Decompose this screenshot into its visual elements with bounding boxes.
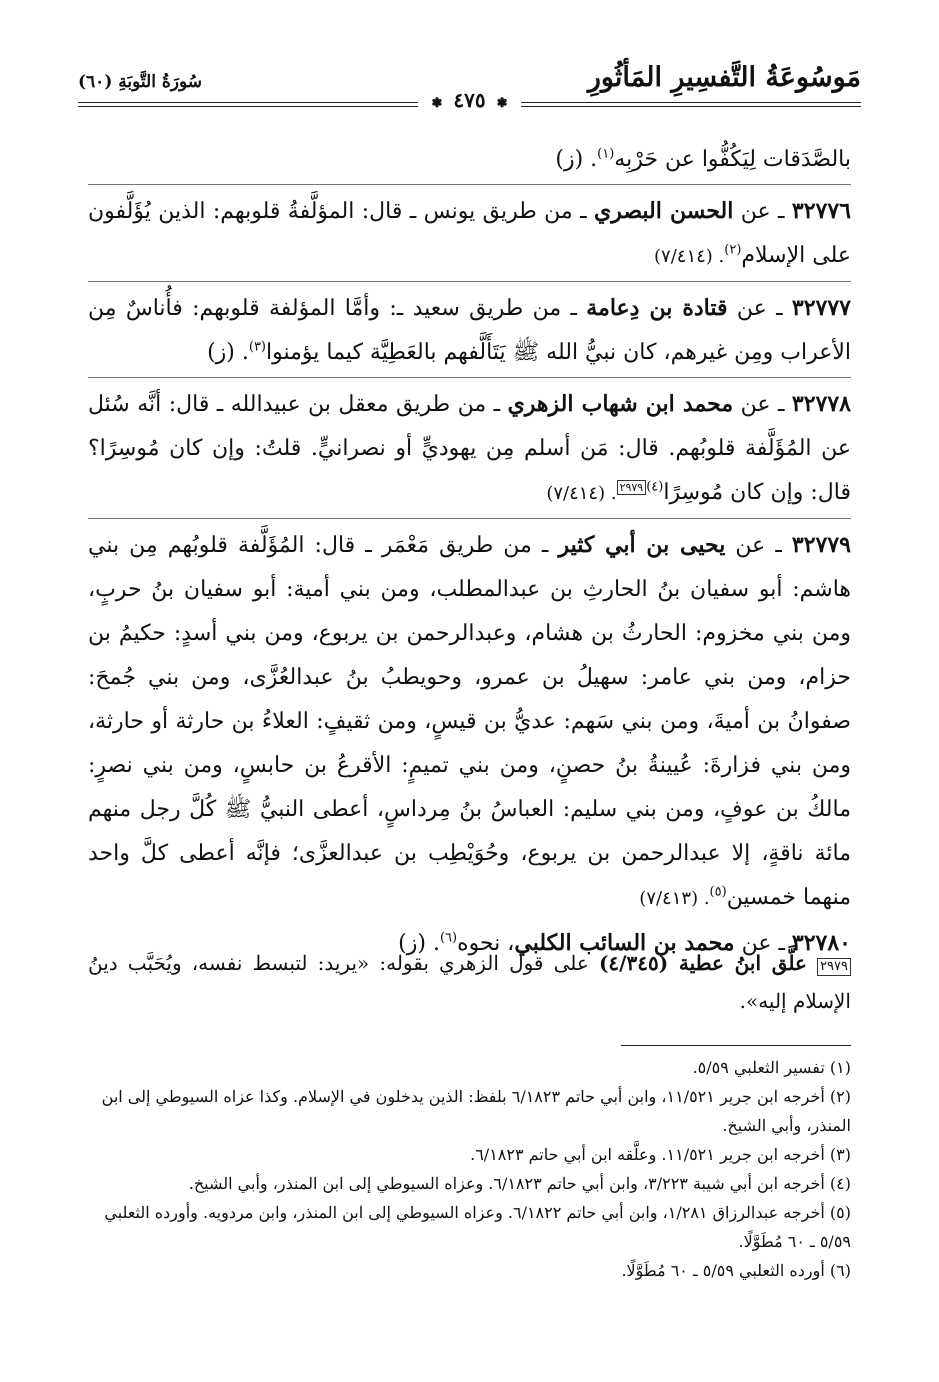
- footnote: (٦) أورده الثعلبي ٥/٥٩ ـ ٦٠ مُطَوَّلًا.: [621, 1261, 851, 1280]
- volume-ref: . (٧/٤١٣): [639, 888, 710, 909]
- footnote: (٢) أخرجه ابن جرير ١١/٥٢١، وابن أبي حاتم ٦/١٨٢٣ بلفظ: الذين يدخلون في الإسلام. وكذا عزاه السيوطي إلى ابن المنذر، وأبي الشيخ.: [101, 1087, 851, 1135]
- divider: [88, 518, 851, 519]
- narrator-name: قتادة بن دِعامة: [586, 295, 728, 321]
- volume-ref: . (٧/٤١٤): [654, 246, 725, 267]
- narrator-name: محمد ابن شهاب الزهري: [507, 391, 734, 417]
- running-header: [78, 58, 861, 112]
- entry-number: ٣٢٧٧٩: [791, 532, 851, 558]
- entry-32777: ٣٢٧٧٧ ـ عن قتادة بن دِعامة ـ من طريق سعيد ـ: وأمَّا المؤلفة قلوبهم: فأُناسٌ مِن الأعراب ومِن غيرهم، كان نبيُّ الله ﷺ يَتَأَلَّفهم بالعَطِيَّة كيما يؤمنوا$^{(٣)}$. (ز): [88, 281, 851, 375]
- commentary-marker[interactable]: ٢٩٧٩: [617, 480, 647, 495]
- divider: [88, 377, 851, 378]
- footnote-marker[interactable]: (٢): [724, 242, 742, 258]
- entry-number: ٣٢٧٧٨: [791, 391, 851, 417]
- commentary-lead: علَّق ابنُ عطية (٤/٣٤٥): [598, 951, 807, 975]
- narrator-name: محمد بن السائب الكلبي: [514, 930, 735, 956]
- entry-number: ٣٢٧٨٠: [791, 930, 851, 956]
- divider: [88, 281, 851, 282]
- footnote-rule: [621, 1045, 851, 1046]
- commentary-text: على قول الزهري بقوله: «يريد: لتبسط نفسه، ويُحَبَّب دينُ الإسلام إليه».: [88, 951, 851, 1013]
- commentary-note: [88, 944, 851, 1020]
- divider: [88, 184, 851, 185]
- commentary-number: ٢٩٧٩: [817, 958, 851, 976]
- main-text: [88, 138, 851, 966]
- page-number: [418, 88, 522, 112]
- ornament-icon: ❃: [496, 96, 508, 111]
- narrator-name: الحسن البصري: [593, 198, 734, 224]
- volume-ref: . (٧/٤١٤): [546, 483, 617, 504]
- footnote-marker[interactable]: (٦): [439, 930, 458, 946]
- entry-32776: ٣٢٧٧٦ ـ عن الحسن البصري ـ من طريق يونس ـ قال: المؤلَّفةُ قلوبهم: الذين يُؤَلَّفون على الإسلام$^{(٢)}$. (٧/٤١٤): [88, 184, 851, 279]
- footnote: (١) تفسير الثعلبي ٥/٥٩.: [692, 1058, 851, 1077]
- footnote-marker[interactable]: (٣): [248, 339, 266, 355]
- surah-label: سُورَةُ التَّوبَةِ (٦٠): [78, 72, 202, 92]
- footnote: (٣) أخرجه ابن جرير ١١/٥٢١. وعلَّقه ابن أبي حاتم ٦/١٨٢٣.: [470, 1145, 851, 1164]
- book-title: مَوسُوعَةُ التَّفسِيرِ المَأثُورِ: [587, 62, 861, 93]
- ornament-icon: ❃: [431, 96, 443, 111]
- footnote-marker[interactable]: (١): [597, 146, 615, 162]
- entry-number: ٣٢٧٧٧: [791, 295, 851, 321]
- narrator-name: يحيى بن أبي كثير: [558, 532, 726, 558]
- footnote-marker[interactable]: (٤): [646, 479, 664, 495]
- entry-continuation: بالصَّدَقات لِيَكُفُّوا عن حَرْبِه$^{(١)}$. (ز): [555, 146, 851, 172]
- footnote: (٤) أخرجه ابن أبي شيبة ٣/٢٢٣، وابن أبي حاتم ٦/١٨٢٣. وعزاه السيوطي إلى ابن المنذر، وأبي الشيخ.: [188, 1174, 851, 1193]
- footnote: (٥) أخرجه عبدالرزاق ١/٢٨١، وابن أبي حاتم ٦/١٨٢٢. وعزاه السيوطي إلى ابن المنذر، وابن مردويه. وأورده الثعلبي ٥/٥٩ ـ ٦٠ مُطَوَّلًا.: [104, 1203, 851, 1251]
- entry-32780: ٣٢٧٨٠ ـ عن محمد بن السائب الكلبي، نحوه$^{(٦)}$. (ز): [398, 930, 851, 956]
- footnote-marker[interactable]: (٥): [709, 884, 727, 900]
- footnotes: [88, 1053, 851, 1285]
- entry-32779: ٣٢٧٧٩ ـ عن يحيى بن أبي كثير ـ من طريق مَعْمَر ـ قال: المُؤَلَّفة قلوبُهم مِن بني هاشم: أبو سفيان بنُ الحارثِ بن عبدالمطلب، ومن بني أمية: أبو سفيان بنُ حربٍ، ومن بني مخزوم: الحارثُ بن هشام، وعبدالرحمن بن يربوع، ومن بني أسدٍ: حكيمُ بن حزام، ومن بني عامر: سهيلُ بن عمرو، وحويطبُ بنُ عبدالعُزَّى، ومن بني جُمحَ: صفوانُ بن أميةَ، ومن بني سَهم: عديُّ بن قيسٍ، ومن ثقيفٍ: العلاءُ بن حارثة أو حارثة، ومن بني فزارةَ: عُيينةُ بنُ حصنٍ، ومن بني تميمٍ: الأقرعُ بن حابسٍ، ومن بني نصرٍ: مالكُ بن عوفٍ، ومن بني سليم: العباسُ بنُ مِرداسٍ، أعطى النبيُّ ﷺ كُلَّ رجل منهم مائة ناقةٍ، إلا عبدالرحمن بن يربوع، وحُوَيْطِب بن عبدالعزَّى؛ فإنَّه أعطى كلَّ واحد منهما خمسين$^{(٥)}$. (٧/٤١٣): [88, 518, 851, 921]
- entry-32778: ٣٢٧٧٨ ـ عن محمد ابن شهاب الزهري ـ من طريق معقل بن عبيدالله ـ قال: أنَّه سُئل عن المُؤَلَّفة قلوبُهم. قال: مَن أسلم مِن يهوديٍّ أو نصرانيٍّ. قلتُ: وإن كان مُوسِرًا؟ قال: وإن كان مُوسِرًا$^{(٤)}$٢٩٧٩. (٧/٤١٤): [88, 377, 851, 516]
- entry-number: ٣٢٧٧٦: [791, 198, 851, 224]
- page-number-value: ٤٧٥: [453, 88, 486, 112]
